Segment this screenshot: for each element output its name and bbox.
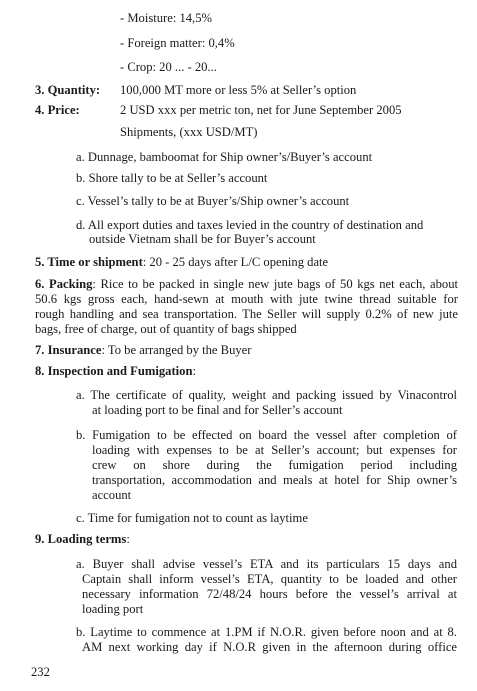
quantity-text: 100,000 MT more or less 5% at Seller’s option — [120, 83, 357, 97]
inspection-a-line-1: a. The certificate of quality, weight and packing issued by Vinacontrol — [76, 388, 457, 402]
price-item-c: c. Vessel’s tally to be at Buyer’s/Ship owner’s account — [76, 194, 350, 208]
packing-line-3: rough handling and sea transportation. The Seller will supply 0.2% of new jute — [35, 307, 458, 321]
shipment-text: : 20 - 25 days after L/C opening date — [142, 255, 329, 269]
spec-crop: - Crop: 20 ... - 20... — [120, 60, 217, 74]
loading-b-line-1: b. Laytime to commence at 1.PM if N.O.R. given before noon and at 8. — [76, 625, 457, 639]
price-item-d-line-1: d. All export duties and taxes levied in the country of destination and — [76, 218, 424, 232]
loading-heading-colon: : — [126, 532, 130, 546]
inspection-b-line-3: crew on shore during the fumigation period including — [92, 458, 457, 472]
loading-b-line-2: AM next working day if N.O.R given in the afternoon during office — [82, 640, 457, 654]
inspection-c: c. Time for fumigation not to count as laytime — [76, 511, 308, 525]
insurance-heading: 7. Insurance — [35, 343, 102, 357]
loading-a-line-2: Captain shall inform vessel’s ETA, quantity to be loaded and other — [82, 572, 457, 586]
packing-text-1: : Rice to be packed in single new jute bags of 50 kgs net each, about — [92, 277, 458, 291]
inspection-a-line-2: at loading port to be final and for Seller’s account — [92, 403, 343, 417]
loading-a-line-4: loading port — [82, 602, 144, 616]
spec-foreign-matter: - Foreign matter: 0,4% — [120, 36, 235, 50]
price-line-1: 2 USD xxx per metric ton, net for June September 2005 — [120, 103, 402, 117]
spec-moisture: - Moisture: 14,5% — [120, 11, 212, 25]
price-item-a: a. Dunnage, bamboomat for Ship owner’s/Buyer’s account — [76, 150, 373, 164]
price-line-2: Shipments, (xxx USD/MT) — [120, 125, 258, 139]
inspection-b-line-5: account — [92, 488, 132, 502]
loading-a-line-1: a. Buyer shall advise vessel’s ETA and its particulars 15 days and — [76, 557, 457, 571]
page-number: 232 — [31, 665, 50, 679]
price-heading: 4. Price: — [35, 103, 80, 117]
packing-line-1 — [35, 277, 458, 292]
packing-line-2: 50.6 kgs gross each, hand-sewn at mouth with jute twine thread suitable for — [35, 292, 458, 306]
price-item-d-line-2: outside Vietnam shall be for Buyer’s account — [89, 232, 316, 246]
insurance-clause — [35, 343, 251, 358]
packing-line-4: bags, free of charge, out of quantity of bags shipped — [35, 322, 297, 336]
packing-heading: 6. Packing — [35, 277, 93, 291]
inspection-b-line-1: b. Fumigation to be effected on board the vessel after completion of — [76, 428, 457, 442]
inspection-b-line-2: loading with expenses to be at Seller’s account; but expenses for — [92, 443, 457, 457]
insurance-text: : To be arranged by the Buyer — [101, 343, 252, 357]
loading-heading-line — [35, 532, 130, 547]
inspection-heading-colon: : — [192, 364, 196, 378]
inspection-heading: 8. Inspection and Fumigation — [35, 364, 193, 378]
price-item-b: b. Shore tally to be at Seller’s account — [76, 171, 268, 185]
quantity-heading: 3. Quantity: — [35, 83, 101, 97]
shipment-heading: 5. Time or shipment — [35, 255, 143, 269]
loading-a-line-3: necessary information 72/48/24 hours before the vessel’s arrival at — [82, 587, 457, 601]
inspection-heading-line — [35, 364, 196, 379]
shipment-clause — [35, 255, 328, 270]
inspection-b-line-4: transportation, accommodation and meals at hotel for Ship owner’s — [92, 473, 457, 487]
loading-heading: 9. Loading terms — [35, 532, 127, 546]
